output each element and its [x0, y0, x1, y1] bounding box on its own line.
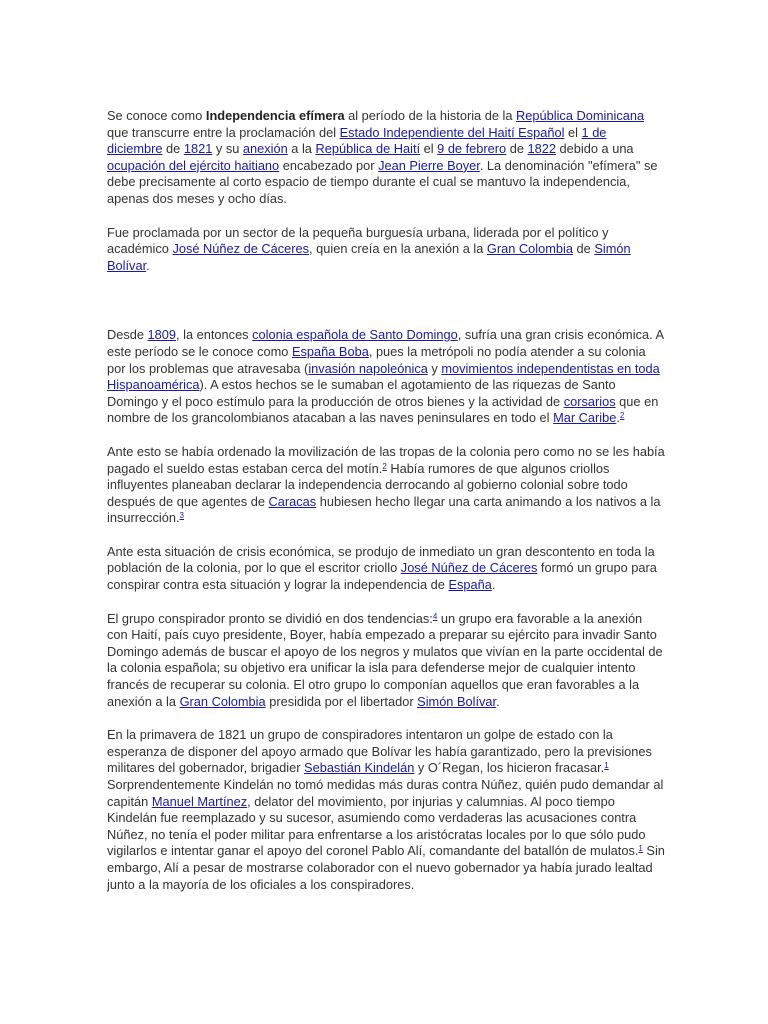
text-run: debido a una [555, 141, 634, 157]
text-run: Ante esta situación de crisis económica, se produjo de inmediato un gran descontento en toda la población de la colonia, por lo que el escritor criollo [107, 543, 655, 576]
wiki-link[interactable]: Sebastián Kindelán [304, 760, 415, 776]
wiki-link[interactable]: España Boba [291, 343, 369, 359]
wiki-link[interactable]: 1822 [527, 141, 556, 157]
wiki-link[interactable]: Manuel Martínez [151, 793, 248, 809]
text-run: y O´Regan, los hicieron fracasar. [414, 760, 605, 776]
bold-term: Independencia efímera [205, 108, 345, 123]
paragraph [107, 727, 665, 893]
text-run: de [162, 141, 184, 157]
text-run: Sin embargo, Alí a pesar de mostrarse colaborador con el nuevo gobernador ya había jurado lealtad junto a la mayoría de los oficiales a los conspiradores. [107, 843, 665, 892]
text-run: el [420, 141, 438, 157]
wiki-link[interactable]: República de Haití [315, 141, 421, 157]
wiki-link[interactable]: ocupación del ejército haitiano [107, 157, 280, 173]
text-run: al período de la historia de la [344, 108, 517, 123]
wiki-link[interactable]: movimientos independentistas en toda Hispanoamérica [107, 360, 660, 393]
text-run: un grupo era favorable a la anexión con Haití, país cuyo presidente, Boyer, había empezado a preparar su ejército para invadir Santo Domingo además de buscar el apoyo de los negros y mulatos que vivían en la parte occidental de la colonia española; su objetivo era unificar la isla para defenderse mejor de cualquier intento francés de recuperar su colonia. El otro grupo lo componían aquellos que eran favorables a la anexión a la [107, 610, 663, 709]
text-run: Ante esto se había ordenado la movilización de las tropas de la colonia pero como no se les había pagado el sueldo estas estaban cerca del motín. [107, 443, 665, 476]
wiki-link[interactable]: Caracas [268, 493, 317, 509]
text-run: a la [287, 141, 316, 157]
footnote-reference-link[interactable]: 1 [604, 761, 609, 771]
text-run: que en nombre de los grancolombianos atacaban a las naves peninsulares en todo el [107, 393, 659, 426]
text-run: y [427, 360, 442, 376]
text-run: , delator del movimiento, por injurias y calumnias. Al poco tiempo Kindelán fue reemplazado y su sucesor, asumiendo como verdaderas las acusaciones contra Núñez, no tenía el poder militar para enfrentarse a los aristócratas locales por lo que sólo pudo vigilarlos e intentar ganar el apoyo del coronel Pablo Alí, comandante del batallón de mulatos. [107, 793, 646, 859]
paragraph [107, 444, 665, 527]
wiki-link[interactable]: Gran Colombia [179, 693, 266, 709]
text-run: Fue proclamada por un sector de la pequeña burguesía urbana, liderada por el político y académico [107, 224, 609, 257]
wiki-link[interactable]: Gran Colombia [486, 241, 573, 257]
wiki-link[interactable]: José Núñez de Cáceres [172, 241, 310, 257]
document-body [107, 108, 665, 910]
text-run: ). A estos hechos se le sumaban el agotamiento de las riquezas de Santo Domingo y el poco estímulo para la producción de otros bienes y la actividad de [107, 377, 616, 409]
text-run: presidida por el libertador [265, 693, 418, 709]
paragraph [107, 108, 665, 208]
text-run: de [506, 141, 528, 157]
text-run: y su [212, 141, 243, 157]
text-run: . [496, 693, 500, 709]
text-run: formó un grupo para conspirar contra esta situación y lograr la independencia de [107, 560, 657, 593]
wiki-link[interactable]: colonia española de Santo Domingo [252, 327, 458, 343]
paragraph [107, 327, 665, 427]
footnote-reference-link[interactable]: 3 [179, 511, 184, 521]
wiki-link[interactable]: 1821 [183, 141, 213, 157]
paragraph [107, 225, 665, 275]
paragraph [107, 611, 665, 711]
wiki-link[interactable]: Simón Bolívar [107, 241, 631, 273]
wiki-link[interactable]: Estado Independiente del Haití Español [339, 124, 565, 140]
text-run: , quien creía en la anexión a la [309, 241, 487, 257]
wiki-link[interactable]: Mar Caribe [553, 410, 617, 426]
text-run: . La denominación "efímera" se debe precisamente al corto espacio de tiempo durante el cual se mantuvo la independencia, apenas dos meses y ocho días. [107, 157, 658, 206]
text-run: . [616, 410, 620, 426]
wiki-link[interactable]: 1 de diciembre [107, 124, 607, 157]
text-run: hubiesen hecho llegar una carta animando a los nativos a la insurrección. [107, 493, 661, 526]
text-run: encabezado por [279, 157, 379, 173]
footnote-reference-link[interactable]: 4 [432, 611, 438, 621]
wiki-link[interactable]: República Dominicana [516, 108, 645, 123]
text-run: Desde [107, 327, 148, 343]
wiki-link[interactable]: 1809 [147, 327, 177, 343]
text-run: En la primavera de 1821 un grupo de conspiradores intentaron un golpe de estado con la esperanza de disponer del apoyo armado que Bolívar les había garantizado, pero la previsiones militares del gobernador, brigadier [107, 727, 652, 776]
footnote-reference-link[interactable]: 2 [619, 411, 625, 421]
text-run: el [564, 124, 582, 140]
wiki-link[interactable]: José Núñez de Cáceres [400, 560, 538, 576]
footnote-reference-link[interactable]: 1 [638, 844, 643, 854]
wiki-link[interactable]: anexión [242, 141, 288, 157]
wiki-link[interactable]: corsarios [563, 393, 616, 409]
text-run: . [491, 577, 496, 593]
wiki-link[interactable]: invasión napoleónica [308, 360, 428, 376]
wiki-link[interactable]: Jean Pierre Boyer [378, 157, 480, 173]
text-run: Sorprendentemente Kindelán no tomó medidas más duras contra Núñez, quién pudo demandar al capitán [107, 777, 664, 809]
text-run: , pues la metrópoli no podía atender a su colonia por los problemas que atravesaba ( [107, 343, 646, 376]
wiki-link[interactable]: España [448, 577, 492, 593]
text-run: Se conoce como [107, 108, 206, 123]
wiki-link[interactable]: 9 de febrero [437, 141, 507, 157]
paragraph [107, 544, 665, 594]
footnote-reference-link[interactable]: 2 [382, 461, 387, 471]
text-run: . [146, 257, 150, 273]
wiki-link[interactable]: Simón Bolívar [417, 693, 497, 709]
text-run: de [572, 241, 595, 257]
text-run: , la entonces [176, 327, 253, 343]
text-run: que transcurre entre la proclamación del [107, 124, 340, 140]
text-run: Había rumores de que algunos criollos influyentes planeaban declarar la independencia derrocando al gobierno colonial sobre todo después de que agentes de [107, 460, 628, 509]
text-run: , sufría una gran crisis económica. A este período se le conoce como [107, 327, 664, 359]
text-run: El grupo conspirador pronto se dividió en dos tendencias: [107, 610, 433, 626]
